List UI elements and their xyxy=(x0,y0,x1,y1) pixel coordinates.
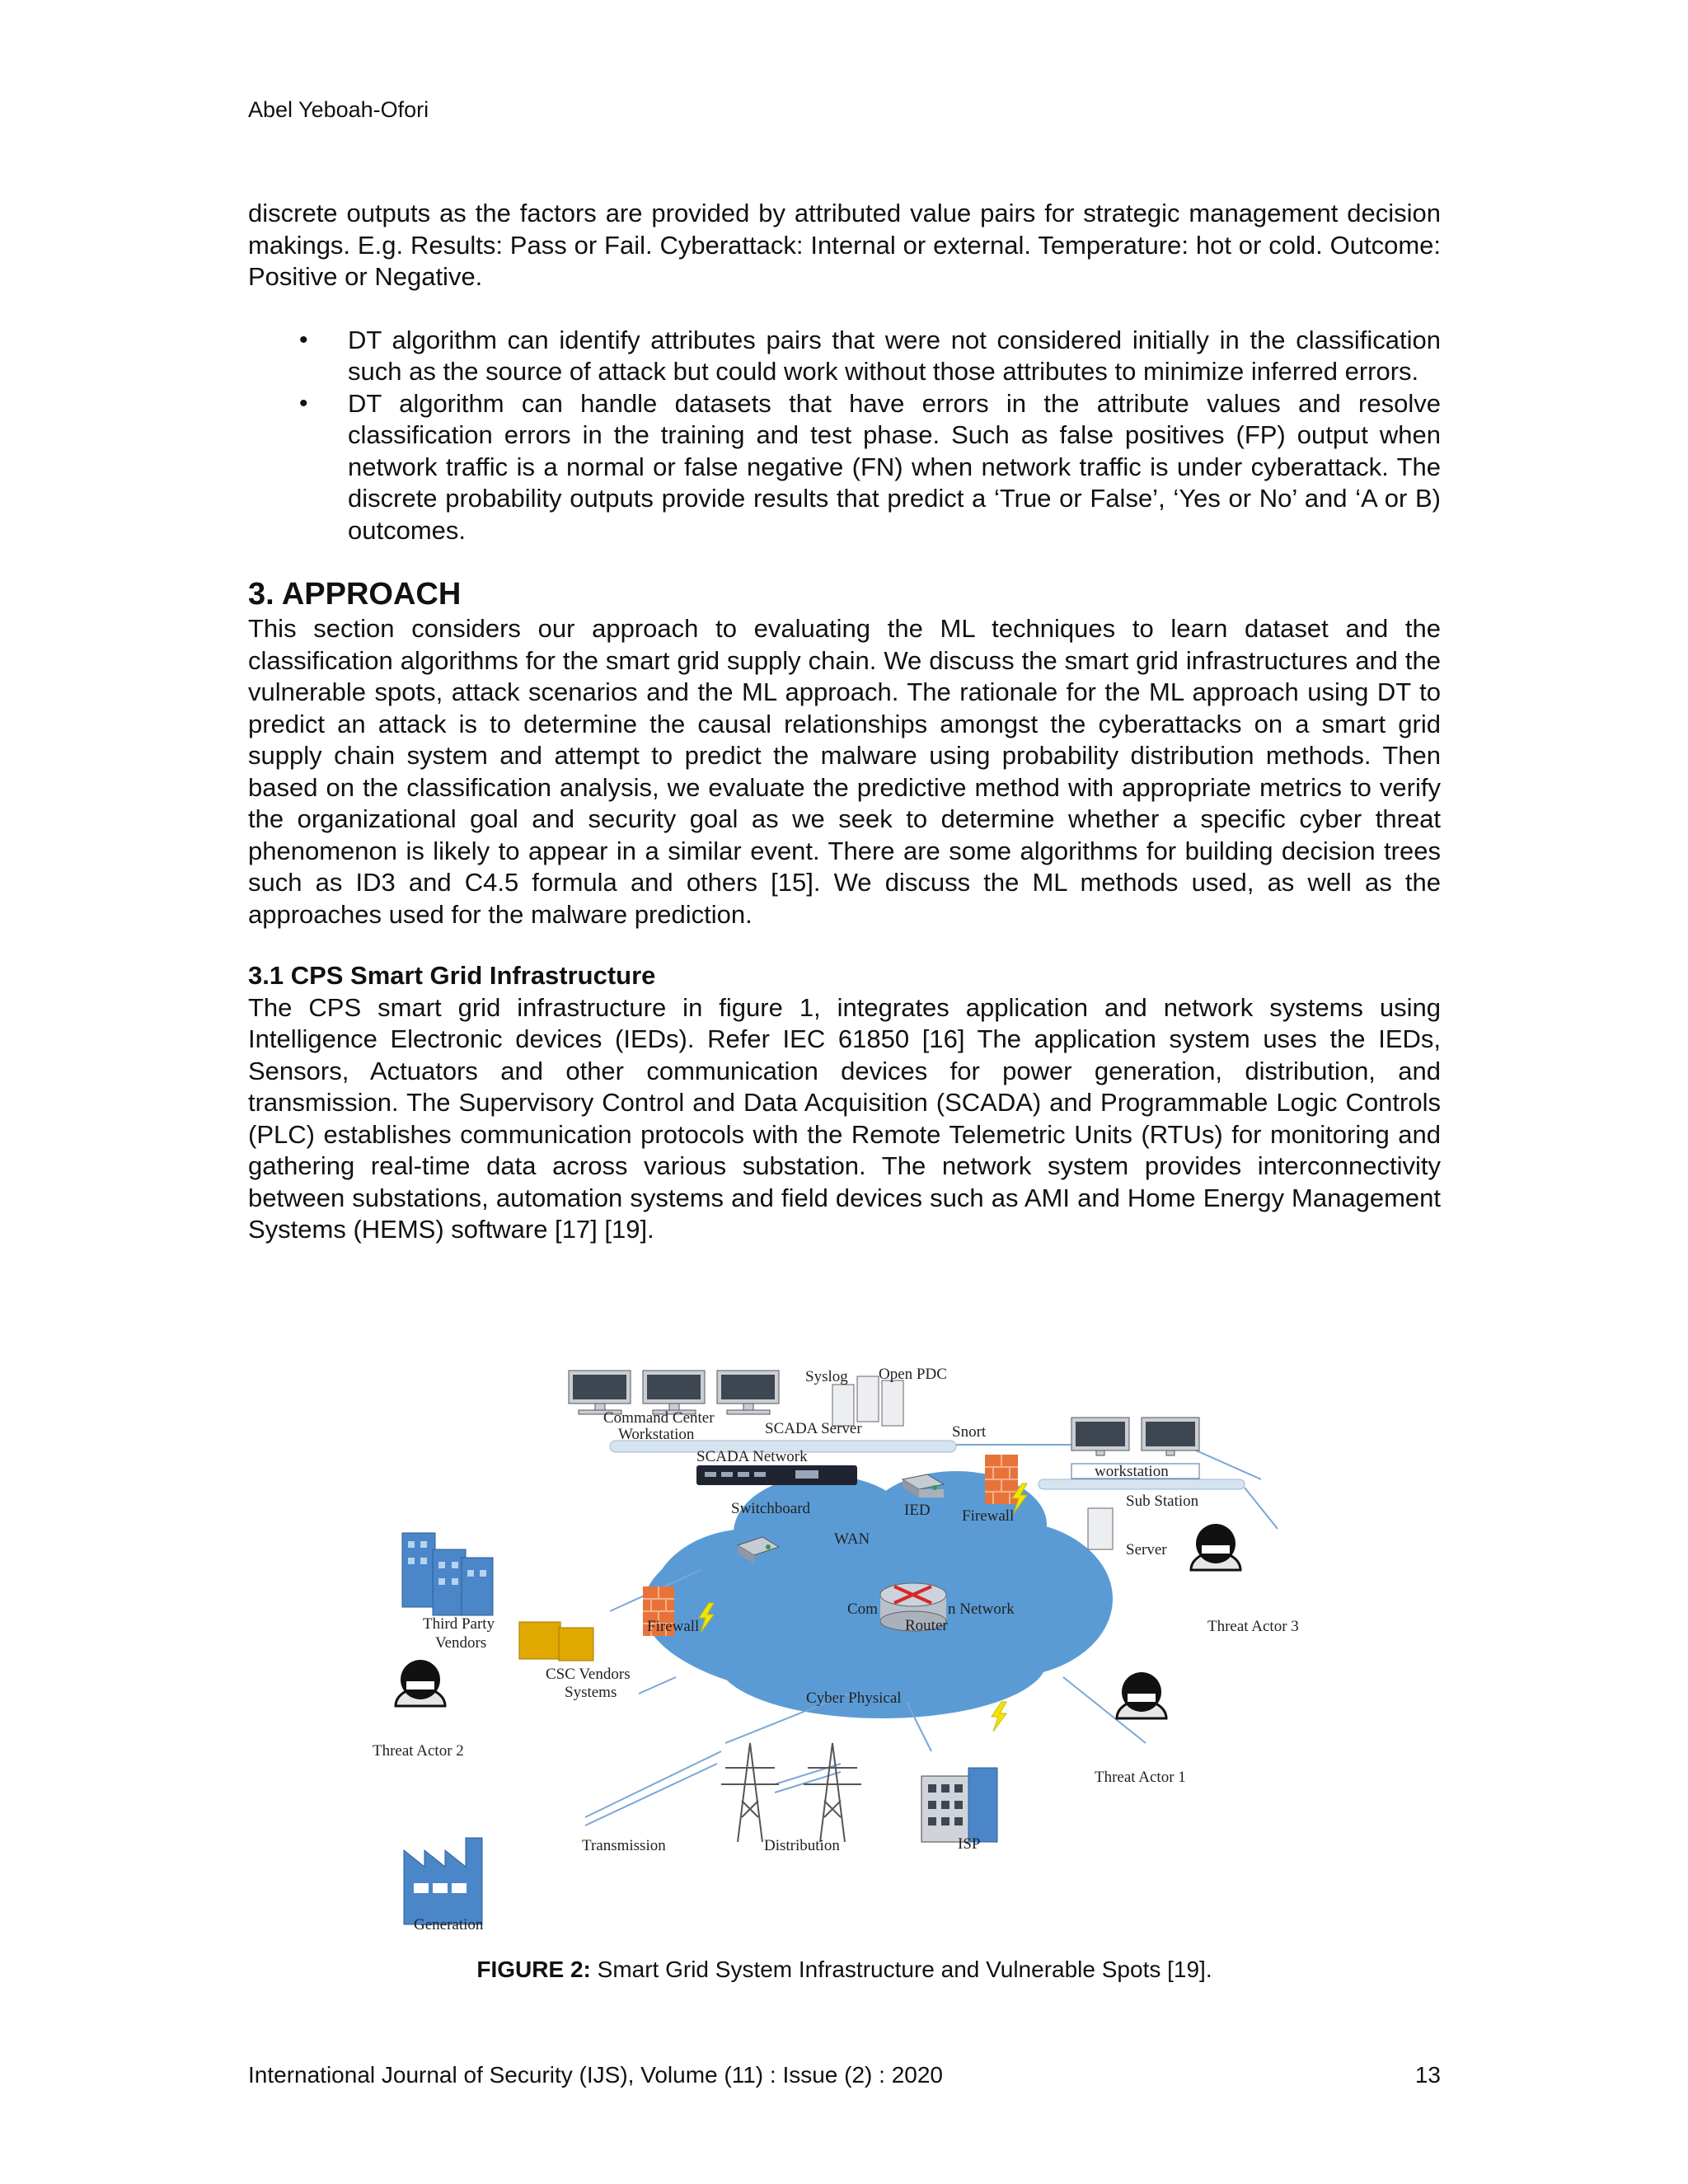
section-heading: 3. APPROACH xyxy=(248,577,462,612)
label-ied: IED xyxy=(904,1502,931,1519)
intro-paragraph: discrete outputs as the factors are provided by attributed value pairs for strategic management decision makings. E.g. Results: Pass or Fail. Cyberattack: Internal or external. Temperature: hot or cold. Outcome: Positive or Negative. xyxy=(248,199,1441,291)
label-third-party: Third Party xyxy=(423,1615,495,1633)
label-syslog: Syslog xyxy=(805,1368,848,1385)
distribution-tower-icon xyxy=(804,1743,861,1842)
figure-caption xyxy=(248,1957,1441,1983)
label-isp: ISP xyxy=(958,1835,981,1853)
label-comm-network-a: Com xyxy=(847,1601,878,1618)
label-workstation: workstation xyxy=(1095,1463,1169,1480)
label-sub-station: Sub Station xyxy=(1126,1493,1199,1510)
threat-actor-3-icon xyxy=(1191,1524,1240,1570)
page-footer xyxy=(248,2062,1441,2088)
transmission-tower-icon xyxy=(721,1743,779,1842)
label-switchboard: Switchboard xyxy=(731,1500,811,1517)
smart-grid-diagram xyxy=(363,1356,1327,1949)
label-firewall-left: Firewall xyxy=(647,1618,700,1635)
figure-caption-label: FIGURE 2: xyxy=(476,1957,591,1982)
substation-network-pipe xyxy=(1039,1479,1245,1489)
body-content xyxy=(248,198,1441,1246)
page-number: 13 xyxy=(1414,2062,1441,2088)
label-csc-vendors: CSC Vendors xyxy=(546,1666,631,1683)
isp-building-icon xyxy=(921,1768,997,1842)
label-csc-systems: Systems xyxy=(565,1684,617,1701)
substation-server-icon xyxy=(1088,1508,1113,1549)
label-comm-network-b: n Network xyxy=(948,1601,1015,1618)
label-open-pdc: Open PDC xyxy=(879,1366,947,1383)
label-command-center: Command Center xyxy=(603,1409,715,1427)
bullet-dot: • xyxy=(299,389,308,417)
subsection-paragraph: The CPS smart grid infrastructure in figure 1, integrates application and network systems using Intelligence Electronic devices (IEDs). Refer IEC 61850 [16] The application system uses the IEDs, Sensors, Actuators and other communication devices for power generation, distribution, and transmission. The Supervisory Control and Data Acquisition (SCADA) and Programmable Logic Controls (PLC) establishes communication protocols with the Remote Telemetric Units (RTUs) for monitoring and gathering real-time data across various substation. The network system provides interconnectivity between substations, automation systems and field devices such as AMI and Home Energy Management Systems (HEMS) software [17] [19]. xyxy=(248,992,1441,1244)
bullet-item xyxy=(248,388,1441,547)
bullet-list xyxy=(248,325,1441,547)
bullet-text: DT algorithm can handle datasets that have errors in the attribute values and resolve classification errors in the training and test phase. Such as false positives (FP) output when network traffic is a normal or false negative (FN) when network traffic is under cyberattack. The discrete probability outputs provide results that predict a ‘True or False’, ‘Yes or No’ and ‘A or B) outcomes. xyxy=(348,388,1441,545)
label-transmission: Transmission xyxy=(582,1837,666,1854)
threat-actor-2-icon xyxy=(396,1660,445,1706)
label-server: Server xyxy=(1126,1541,1167,1558)
label-distribution: Distribution xyxy=(764,1837,840,1854)
label-cyber-physical: Cyber Physical xyxy=(806,1690,902,1707)
label-snort: Snort xyxy=(952,1423,987,1441)
communication-network-cloud xyxy=(643,1471,1113,1718)
label-router: Router xyxy=(905,1617,948,1634)
scada-network-switch xyxy=(696,1465,857,1485)
section-paragraph: This section considers our approach to evaluating the ML techniques to learn dataset and the classification algorithms for the smart grid supply chain. We discuss the smart grid infrastructures and the vulnerable spots, attack scenarios and the ML approach. The rationale for the ML approach using DT to predict an attack is to determine the causal relationships amongst the cyberattacks on a smart grid supply chain system and attempt to predict the malware using probability distribution methods. Then based on the classification analysis, we evaluate the predictive method with appropriate metrics to verify the organizational goal and security goal as we seek to determine whether a specific cyber threat phenomenon is likely to appear in a similar event. There are some algorithms for building decision trees such as ID3 and C4.5 formula and others [15]. We discuss the ML methods used, as well as the approaches used for the malware prediction. xyxy=(248,614,1441,929)
label-scada-network: SCADA Network xyxy=(696,1448,808,1465)
running-header-author: Abel Yeboah-Ofori xyxy=(248,97,429,122)
generation-factory-icon xyxy=(404,1838,482,1924)
label-threat-actor-2: Threat Actor 2 xyxy=(373,1742,464,1760)
third-party-buildings-icon xyxy=(402,1533,493,1615)
footer-journal: International Journal of Security (IJS), Volume (11) : Issue (2) : 2020 xyxy=(248,2062,943,2088)
bullet-dot: • xyxy=(299,326,308,354)
bullet-text: DT algorithm can identify attributes pairs that were not considered initially in the classification such as the source of attack but could work without those attributes to minimize inferred errors. xyxy=(348,325,1441,386)
bullet-item xyxy=(248,325,1441,388)
label-wan: WAN xyxy=(834,1530,870,1548)
label-threat-actor-3: Threat Actor 3 xyxy=(1207,1618,1299,1635)
label-scada-server: SCADA Server xyxy=(765,1420,862,1437)
subsection-heading: 3.1 CPS Smart Grid Infrastructure xyxy=(248,961,656,990)
label-generation: Generation xyxy=(414,1916,484,1933)
label-vendors: Vendors xyxy=(435,1634,487,1652)
label-threat-actor-1: Threat Actor 1 xyxy=(1095,1769,1186,1786)
label-command-center-workstation: Workstation xyxy=(618,1426,695,1443)
label-firewall-top: Firewall xyxy=(962,1507,1015,1525)
threat-actor-1-icon xyxy=(1117,1672,1166,1718)
csc-vendors-systems-icon xyxy=(519,1622,593,1661)
smart-grid-figure xyxy=(363,1356,1327,1949)
figure-caption-text: Smart Grid System Infrastructure and Vulnerable Spots [19]. xyxy=(590,1957,1212,1982)
